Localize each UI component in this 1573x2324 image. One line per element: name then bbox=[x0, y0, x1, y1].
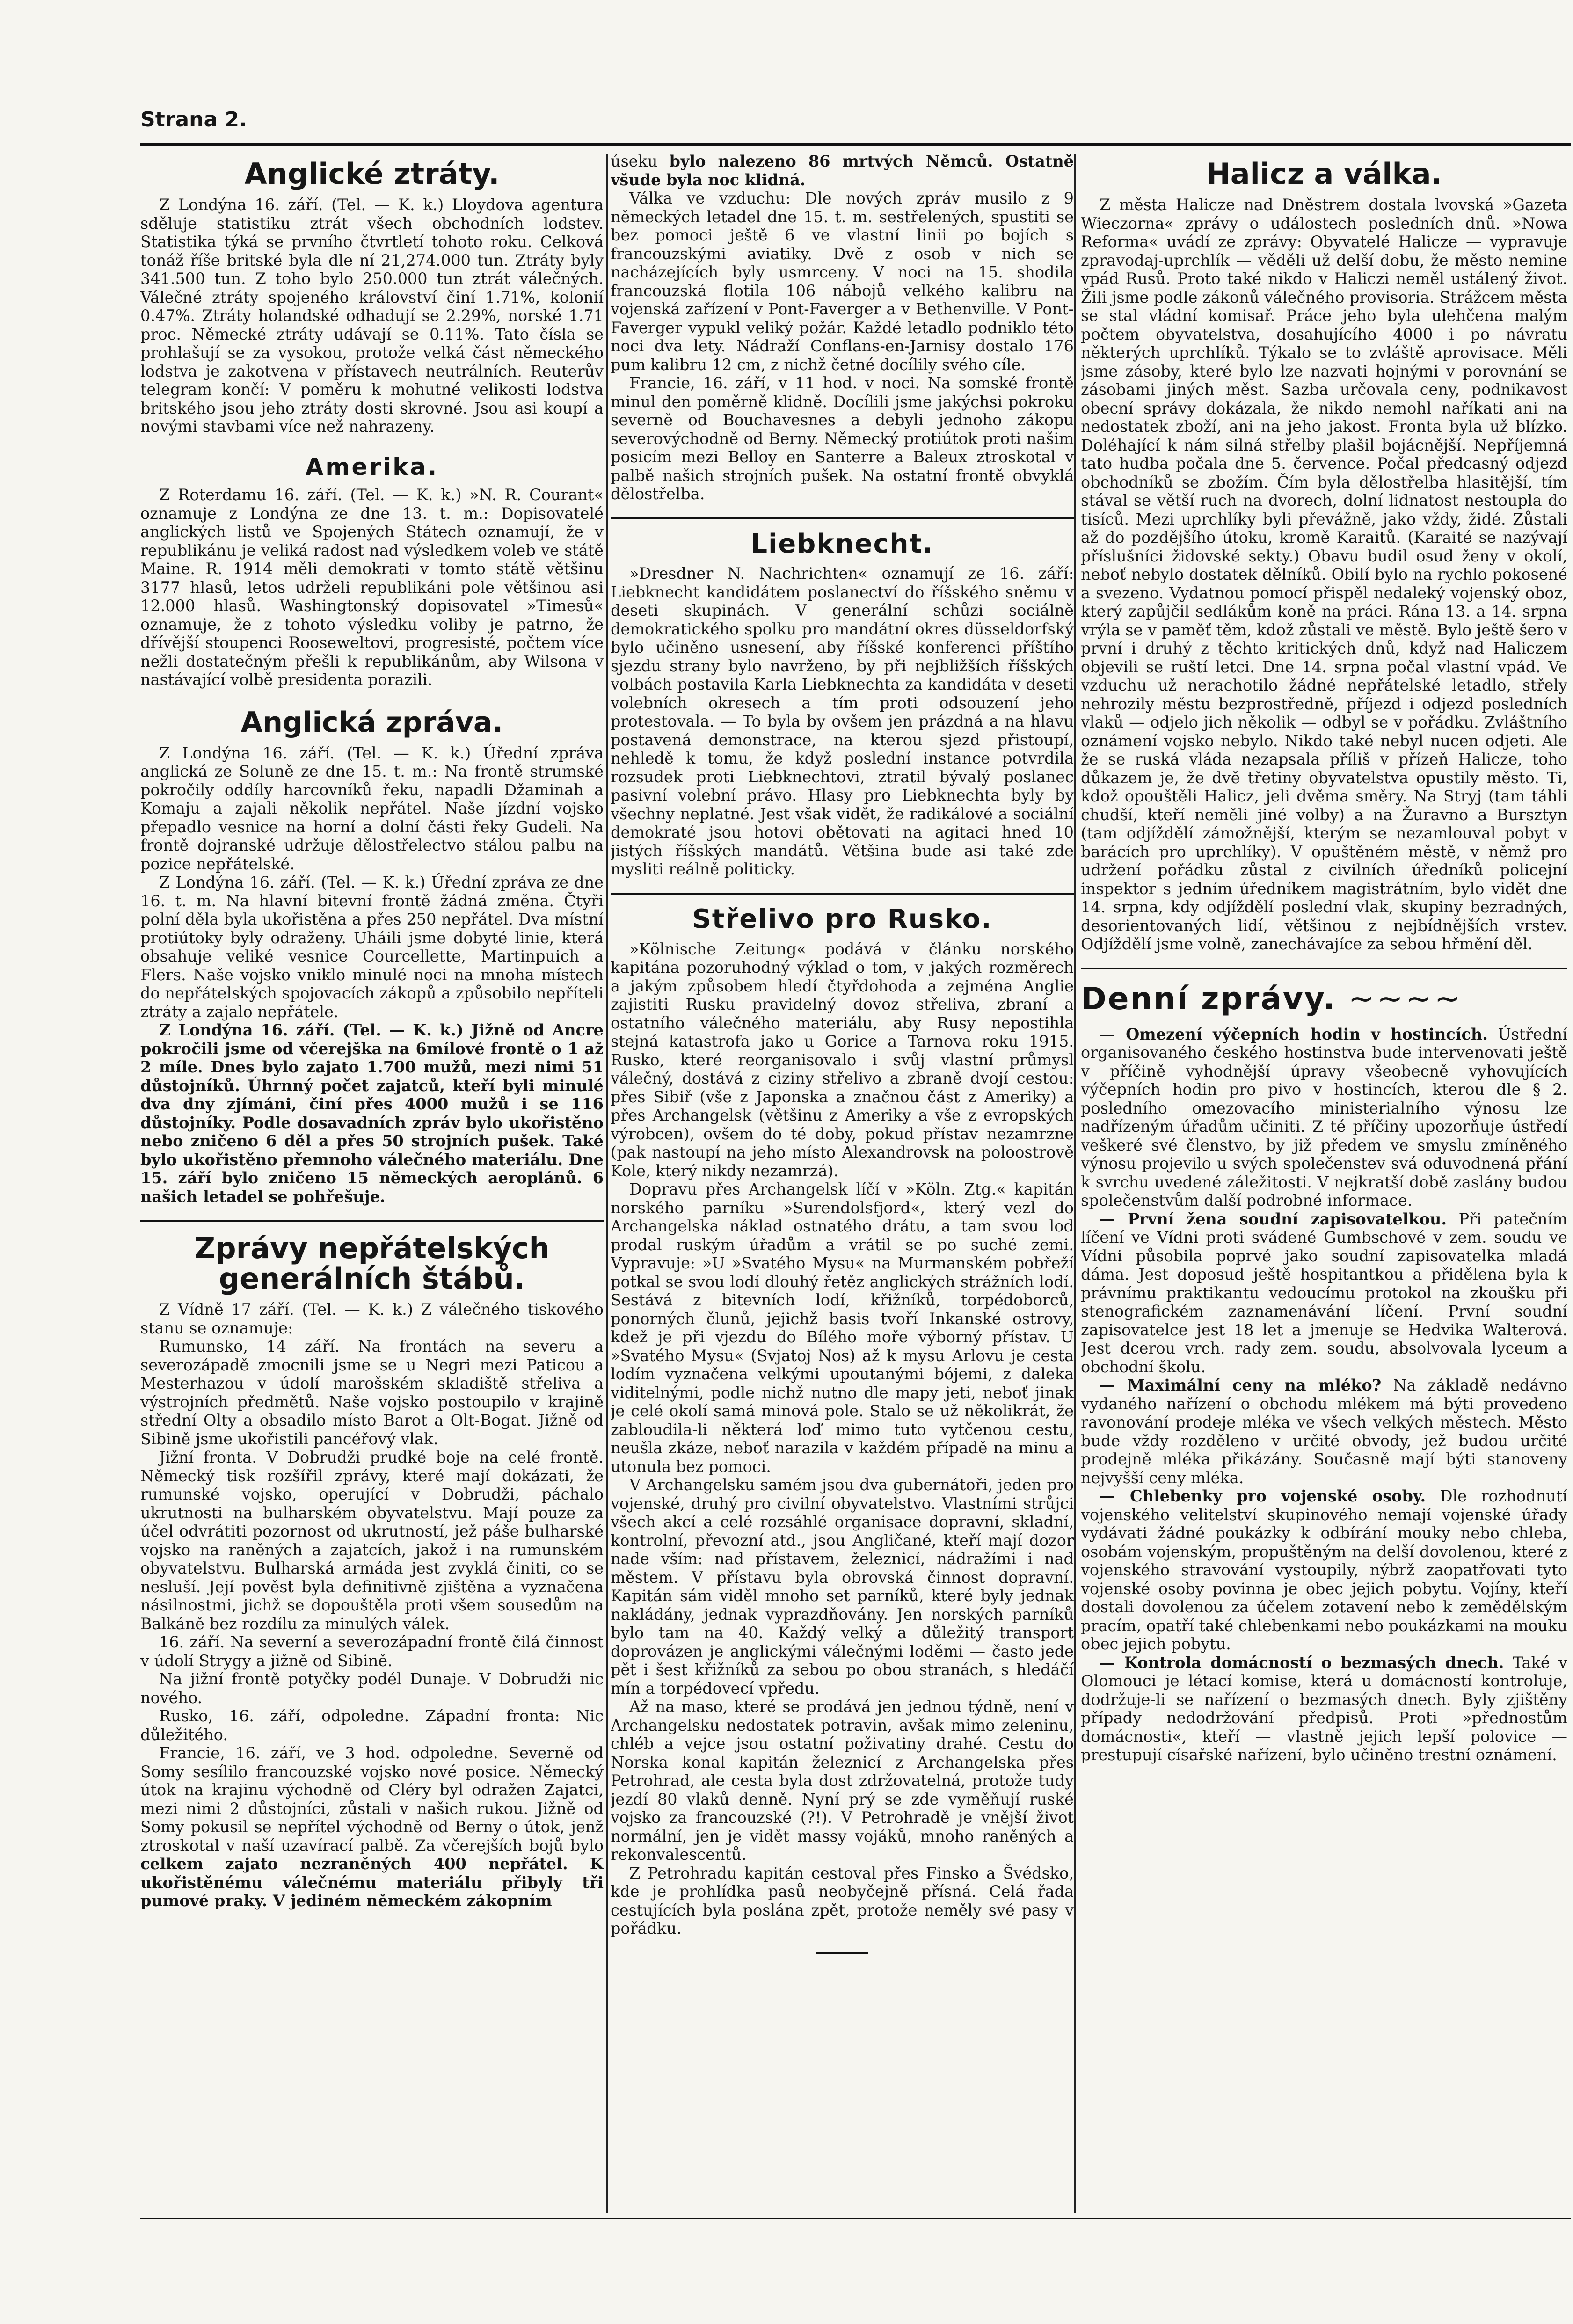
ornament-icon: ~~~~ bbox=[1348, 980, 1464, 1017]
news-item bbox=[1081, 1025, 1567, 1210]
headline-amerika: Amerika. bbox=[305, 453, 439, 481]
article-paragraph bbox=[140, 1744, 604, 1910]
column-rule bbox=[1074, 154, 1076, 2213]
article-paragraph: Z Roterdamu 16. září. (Tel. — K. k.) »N. R. Courant« oznamuje z Londýna ze dne 13. t. m.: Dopisovatelé anglických listů ve Spojených Státech oznamují, že v republikánu je veliká radost nad výsledkem voleb ve státě Maine. R. 1914 měli demokrati v tomto státě většinu 3177 hlasů, letos udrželi republikáni pole většinou asi 12.000 hlasů. Washingtonský dopisovatel »Timesů« oznamuje, že z tohoto výsledku voliby je patrno, že dřívější stoupenci Rooseweltovi, progresisté, počtem více nežli dostatečným přešli k republikánům, aby Wilsona v nastávající volbě presidenta porazili. bbox=[140, 486, 604, 689]
news-item-body: Také v Olomouci je létací komise, která u domácností kontroluje, dodržuje-li se nařízení o bezmasých dnech. Byly zjištěny případy nedodržování předpisů. Proti »přednostům domácnosti«, kteří — vlastně jejich lepší polovice — prestupují císařské nařízení, bylo učiněno trestní oznámení. bbox=[1081, 1653, 1567, 1764]
article-paragraph: Jižní fronta. V Dobrudži prudké boje na celé frontě. Německý tisk rozšířil zprávy, které mají dokázati, že rumunské vojsko, operující v Dobrudži, páchalo ukrutnosti na bulharském obyvatelstvu. Mají pouze za účel odvrátiti pozornost od ukrutností, jež páše bulharské vojsko na raněných a zajatcích, jakož i na rumunském obyvatelstvu. Bulharská armáda jest zvyklá činiti, co se nesluší. Její pověst byla definitivně zjištěna a vyznačena násilnostmi, jichž se dopouštěla proti všem sousedům na Balkáně bez rozdílu za minulých válek. bbox=[140, 1448, 604, 1633]
bold-text-run: bylo nalezeno 86 mrtvých Němců. Ostatně všude byla noc klidná. bbox=[611, 152, 1074, 189]
headline-anglicke-ztraty: Anglické ztráty. bbox=[244, 157, 500, 191]
news-item-body: Při patečním líčení ve Vídni proti svádené Gumbschové v zem. soudu ve Vídni působila poprvé jako soudní zapisovatelka mladá dáma. Jest doposud ještě hospitantkou a přidělena byla k právnímu praktikantu vedoucímu protokol na zkoušku při stenografickém zaznamenávání líčení. První soudní zapisovatelce jest 18 let a jmenuje se Hedvika Walterová. Jest dcerou vrch. rady zem. soudu, absolvovala lyceum a obchodní školu. bbox=[1081, 1209, 1567, 1376]
end-rule bbox=[816, 1952, 868, 1954]
text-run: Francie, 16. září, ve 3 hod. odpoledne. Severně od Somy sesílilo francouzské vojsko nové posice. Německý útok na krajinu východně od Cléry byl odražen Zajatci, mezi nimi 2 důstojníci, zůstali v našich rukou. Jižně od Somy pokusil se nepřítel východně od Berny o útok, jenž ztroskotal v naší uzavírací palbě. Za včerejších bojů bylo bbox=[140, 1744, 604, 1855]
column-3 bbox=[1081, 152, 1567, 2211]
article-paragraph: 16. září. Na severní a severozápadní frontě čilá činnost v údolí Strygy a jižně od Sibině. bbox=[140, 1633, 604, 1670]
news-item-heading: — Omezení výčepních hodin v hostincích. bbox=[1100, 1025, 1488, 1043]
section-rule bbox=[1081, 968, 1567, 969]
news-item-body: Na základě nedávno vydaného nařízení o obchodu mlékem má býti provedeno ravonování prodeje mléka ve všech velkých městech. Město bude vždy rozděleno v určité obvody, jež budou určité prodejně mléka přikázány. Současně mají býti stanoveny nejvyšší ceny mléka. bbox=[1081, 1376, 1567, 1487]
headline-anglicka-zprava: Anglická zpráva. bbox=[240, 706, 503, 739]
news-item bbox=[1081, 1210, 1567, 1377]
section-rule bbox=[611, 517, 1074, 519]
article-paragraph: Dopravu přes Archangelsk líčí v »Köln. Ztg.« kapitán norského parníku »Surendolsfjord«, který vezl do Archangelska náklad ostnatého drátu, a tam svou lod prodal ruským úřadům a vrátil se po suché zemi. Vypravuje: »U »Svatého Mysu« na Murmanském pobřeží potkal se svou lodí dlouhý řetěz anglických strážních lodí. Sestává z bitevních lodí, křižníků, torpédoborců, ponorných člunů, jejichž basis tvoří Inkanské ostrovy, kdež je při vjezdu do Bílého moře výborný přístav. U »Svatého Mysu« (Svjatoj Nos) až k mysu Arlovu je cesta lodím vyznačena velkými upoutanými bójemi, z daleka viditelnými, podle nichž nutno dle mapy jeti, neboť jinak je celé okolí samá minová pole. Stalo se už několikrát, že zabloudila-li některá loď mimo tuto vytčenou cestu, neušla zkáze, neboť narazila v každém případě na minu a utonula bez pomoci. bbox=[611, 1180, 1074, 1476]
article-paragraph: »Kölnische Zeitung« podává v článku norského kapitána pozoruhodný výklad o tom, v jakých rozměrech a jakým způsobem hledí čtyřdohoda a zejména Anglie zajistiti Rusku pravidelný dovoz střeliva, zbraní a ostatního válečného materiálu, aby Rusy nepostihla stejná katastrofa jako u Gorice a Tarnova roku 1915. Rusko, které reorganisovalo i svůj vlastní průmysl válečný, dostává z ciziny střelivo a zbraně dvojí cestou: přes Sibiř (vše z Japonska a značnou část z Ameriky) a přes Archangelsk (většinu z Ameriky a vše z evropských výrobcen), ovšem do té doby, pokud přístav nezamrzne (pak nastoupí na jeho místo Alexandrovsk na poloostrově Kole, který nikdy nezamrzá). bbox=[611, 940, 1074, 1180]
news-item-body: Dle rozhodnutí vojenského velitelství skupinového nemají vojenské úřady vydávati žádné poukázky k odbírání mouky nebo chleba, osobám vojenským, propuštěným na delší dovolenou, které z vojenského stravování vystoupily, nýbrž zaopatřovati tyto vojenské osoby povinna je obec jejich pobytu. Vojíny, kteří dostali dovolenou za účelem zotavení nebo k zemědělským pracím, opatří také chlebenkami nebo poukázkami na mouku obec jejich pobytu. bbox=[1081, 1487, 1567, 1654]
article-paragraph: Z Londýna 16. září. (Tel. — K. k.) Lloydova agentura sděluje statistiku ztrát všech obchodních lodstev. Statistika týká se prvního čtvrtletí tohoto roku. Celková tonáž říše britské byla dle ní 21,274.000 tun. Ztráty byly 341.500 tun. Z toho bylo 250.000 tun ztrát válečných. Válečné ztráty spojeného království činí 1.71%, kolonií 0.47%. Ztráty holandské odhadují se 2.29%, norské 1.71 proc. Německé ztráty udávají se 0.11%. Tato čísla se prohlašují se za vysokou, protože velká část německého lodstva je zakotvena v přístavech neutrálních. Reuterův telegram končí: V poměru k mohutné velikosti lodstva britského jsou jeho ztráty dosti skrovné. Jsou asi koupí a novými stavbami více než nahrazeny. bbox=[140, 196, 604, 436]
news-item-body: Ústřední organisovaného českého hostinstva bude intervenovati ještě v příčině vyhodnější úpravy všeobecně vyhovujících výčepních hodin pro pivo v hostincích, kterou dle § 2. posledního omezovacího ministerialního výnosu lze nadřízeným úřadům učiniti. Z té příčiny upozorňuje ústředí veškeré své členstvo, by již předem ve smyslu zmíněného výnosu projevilo u svých společenstev svá oduvodnená přání k svrchu uvedené záležitosti. V nejkratší době zaslány budou společenstvům další podrobné informace. bbox=[1081, 1025, 1567, 1210]
section-heading-text: Denní zprávy. bbox=[1081, 980, 1336, 1017]
article-paragraph: Rusko, 16. září, odpoledne. Západní fronta: Nic důležitého. bbox=[140, 1707, 604, 1744]
top-rule bbox=[140, 143, 1571, 146]
section-heading-denni-zpravy bbox=[1081, 981, 1567, 1017]
article-paragraph: Válka ve vzduchu: Dle nových zpráv musilo z 9 německých letadel dne 15. t. m. sestřelených, spustiti se bez pomoci ještě 6 ve vlastní linii po bojích s francouzskými aviatiky. Dvě z osob v nich se nacházejících byly usmrceny. V noci na 15. shodila francouzská flotila 106 nábojů velkého kalibru na vojenská zařízení v Pont-Faverger a v Bethenville. V Pont-Faverger vypukl veliký požár. Každé letadlo podniklo této noci dva lety. Nádraží Conflans-en-Jarnisy dostalo 176 pum kalibru 12 cm, z nichž četné docílily svého cíle. bbox=[611, 189, 1074, 374]
article-paragraph: Na jižní frontě potyčky podél Dunaje. V Dobrudži nic nového. bbox=[140, 1670, 604, 1707]
running-head: Strana 2. bbox=[140, 108, 247, 131]
bold-text-run: celkem zajato nezraněných 400 nepřátel. K ukořistěnému válečnému materiálu přibyly tři pumové praky. V jediném německém zákopním bbox=[140, 1855, 604, 1910]
news-item-heading: — Chlebenky pro vojenské osoby. bbox=[1100, 1487, 1426, 1506]
headline-halicz-a-valka: Halicz a válka. bbox=[1206, 157, 1442, 191]
article-paragraph: Z Vídně 17 září. (Tel. — K. k.) Z válečného tiskového stanu se oznamuje: bbox=[140, 1300, 604, 1337]
article-paragraph: Z Petrohradu kapitán cestoval přes Finsko a Švédsko, kde je prohlídka pasů neobyčejně přísná. Celá řada cestujících byla poslána zpět, protože neměly své pasy v pořádku. bbox=[611, 1864, 1074, 1938]
article-paragraph: Až na maso, které se prodává jen jednou týdně, není v Archangelsku nedostatek potravin, avšak mimo zeleninu, chléb a vejce jsou ostatní poživatiny drahé. Cestu do Norska konal kapitán železnicí z Archangelska přes Petrohrad, ale cesta byla dost zdržovatelná, protože tudy jezdí 80 vlaků denně. Nyní prý se zde vyměňují ruské vojsko za francouzské (?!). V Petrohradě je vnější život normální, jen je vidět massy vojáků, mnoho raněných a rekonvalescentů. bbox=[611, 1697, 1074, 1864]
article-paragraph: Z Londýna 16. září. (Tel. — K. k.) Úřední zpráva anglická ze Soluně ze dne 15. t. m.: Na frontě strumské pokročily oddíly harcovníků řeku, napadli Džaminah a Komaju a zajali několik nepřátel. Naše jízdní vojsko přepadlo vesnice na horní a dolní části řeky Gudeli. Na frontě dojranské udržuje dělostřelectvo stálou palbu na pozice nepřátelské. bbox=[140, 743, 604, 873]
article-paragraph: Z Londýna 16. září. (Tel. — K. k.) Úřední zpráva ze dne 16. t. m. Na hlavní bitevní frontě žádná změna. Čtyři polní děla byla ukořistěna a přes 250 nepřátel. Dva místní protiútoky byly odraženy. Uháili jsme dobyté linie, která obsahuje veliké vesnice Courcellette, Martinpuich a Flers. Naše vojsko vniklo minulé noci na mnoha místech do nepřátelských spojovacích zákopů a způsobilo nepříteli ztráty a zajalo nepřátele. bbox=[140, 873, 604, 1021]
article-paragraph: »Dresdner N. Nachrichten« oznamují ze 16. září: Liebknecht kandidátem poslanectví do říšského sněmu v deseti skupinách. V generální schůzi sociálně demokratického spolku pro mandátní okres düsseldorfský bylo učiněno usnesení, aby říšské konferenci příštího sjezdu strany bylo navrženo, by při nejbližších říšských volbách postavila Karla Liebknechta za kandidáta v deseti volebních okresech a tím proti odsouzení jeho protestovala. — To byla by ovšem jen prázdná a na hlavu postavená demonstrace, na kterou sjezd přistoupí, nehledě k tomu, že když poslední instance potvrdila rozsudek proti Liebknechtovi, ztratil bývalý poslanec pasivní volební právo. Hlasy pro Liebknechta byly by všechny neplatné. Jest však vidět, že radikálové a sociální demokraté jsou hotovi obětovati na agitaci hned 10 jistých říšských mandátů. Většina bude asi také zde mysliti reálně politicky. bbox=[611, 564, 1074, 879]
article-paragraph: V Archangelsku samém jsou dva gubernátoři, jeden pro vojenské, druhý pro civilní obyvatelstvo. Vlastními strůjci všech akcí a celé rozsáhlé organisace dopravní, skladní, kontrolní, převozní atd., jsou Angličané, kteří mají dozor nade vším: nad přístavem, železnicí, nádražími i nad městem. V přístavu byla obrovská činnost dopravní. Kapitán sám viděl mnoho set parníků, které byly jednak nakládány, jednak vyprazdňovány. Jen norských parníků bylo tam na 40. Každý velký a důležitý transport doprovázen je anglickými válečnými loděmi — často jede pět i šest křižníků za sebou po obou stranách, s hledáčí mín a torpédovecí vpředu. bbox=[611, 1476, 1074, 1697]
article-paragraph bbox=[611, 152, 1074, 189]
bottom-rule bbox=[140, 2218, 1571, 2219]
text-run: úseku bbox=[611, 152, 670, 170]
article-paragraph: Z města Halicze nad Dněstrem dostala lvovská »Gazeta Wieczorna« zprávy o událostech posledních dnů. »Nowa Reforma« uvádí ze zprávy: Obyvatelé Halicze — vypravuje zpravodaj-uprchlík — věděli už delší dobu, že město nemine vpád Rusů. Proto také nikdo v Haliczi neměl ustálený život. Žili jsme podle zákonů válečného provisoria. Strážcem města se stal vládní komisař. Práce jeho byla ulehčena malým počtem obyvatelstva, dosahujícího 4000 i po návratu některých uprchlíků. Týkalo se to zvláště aprovisace. Měli jsme zásoby, které bylo lze nazvati hojnými v porovnání se zásobami jiných měst. Sazba určovala ceny, podnikavost obecní správy dokázala, že nikdo nemohl naříkati ani na nedostatek zboží, ani na jeho jakost. Fronta byla už blízko. Doléhající k nám silná střelby plašil bojácnější. Nepříjemná tato hudba počala dne 5. července. Počal předcasný odjezd obchodníků se zbožím. Čím byla dělostřelba hlasitější, tím stával se větší ruch na dvorech, dolní lidnatost nestoupla do tisíců. Mezi uprchlíky byli převážně, jako vždy, židé. Zůstali až do pozdějšího útoku, kromě Karaitů. (Karaité se nazývají příslušníci židovské sekty.) Obavu budil osud ženy v okolí, neboť nebylo dostatek dělníků. Obilí bylo na rychlo pokosené a svezeno. Vydatnou pomocí přispěl nedaleký vojenský oboz, který zapůjčil sedlákům koně na práci. Rána 13. a 14. srpna vrýla se v paměť těm, kdož zůstali ve městě. Bylo ještě šero v první i druhý z těchto kritických dnů, když nad Haliczem objevili se ruští letci. Dne 14. srpna počal vlastní vpád. Ve vzduchu už nerachotilo žádné nepřátelské letadlo, střely nehrozily městu bezprostředně, příjezd i odjezd posledních vlaků — odjelo jich několik — odbyl se v pořádku. Zvláštního oznámení vojsko nebylo. Nikdo také nebyl nucen odjeti. Ale že se ruská vláda nezapsala příliš v přízeň Halicze, toho důkazem je, že dvě třetiny obyvatelstva opustily město. Ti, kdož opouštěli Halicz, jeli dvěma směry. Na Stryj (tam táhli chudší, kteří neměli jiné volby) a na Žuravno a Bursztyn (tam odjíždělí zámožnější, kterým se nezamlouval pobyt v barácích pro uprchlíky). V opuštěném městě, v němž pro udržení pořádku zůstal z civilních úředníků policejní inspektor s jedním úředníkem magistrátním, bylo vidět dne 14. srpna, kdy odjíždělí poslední vlak, skupiny bezradných, desorientovaných lidí, většinou z nejbídnějších vrstev. Odjíždělí jsme volně, zanechávajíce za sebou hřmění děl. bbox=[1081, 196, 1567, 954]
column-rule bbox=[606, 154, 608, 2213]
article-paragraph: Rumunsko, 14 září. Na frontách na severu a severozápadě zmocnili jsme se u Negri mezi Paticou a Mesterhazou v údolí marošském skladiště střeliva a výstrojních předmětů. Naše vojsko postoupilo v krajině střední Olty a obsadilo místo Barot a Olt-Bogat. Jižně od Sibině jsme ukořistili pancéřový vlak. bbox=[140, 1337, 604, 1448]
news-item bbox=[1081, 1376, 1567, 1487]
column-2 bbox=[611, 152, 1074, 2211]
headline-zpravy-nepratelskych: Zprávy nepřátelských generálních štábů. bbox=[194, 1231, 550, 1296]
article-paragraph: Z Londýna 16. září. (Tel. — K. k.) Jižně od Ancre pokročili jsme od včerejška na 6mílové frontě o 1 až 2 míle. Dnes bylo zajato 1.700 mužů, mezi nimi 51 důstojníků. Úhrnný počet zajatců, kteří byli minulé dva dny zjímáni, činí přes 4000 mužů i se 116 důstojníky. Podle dosavadních zpráv bylo ukořistěno nebo zničeno 6 děl a přes 50 strojních pušek. Také bylo ukořistěno přemnoho válečného materiálu. Dne 15. září bylo zničeno 15 německých aeroplánů. 6 našich letadel se pohřešuje. bbox=[140, 1021, 604, 1206]
news-item bbox=[1081, 1654, 1567, 1764]
article-paragraph: Francie, 16. září, v 11 hod. v noci. Na somské frontě minul den poměrně klidně. Docílili jsme jakýchsi pokroku severně od Bouchavesnes a debyli jednoho zákopu severovýchodně od Berny. Německý protiútok proti našim posicím mezi Belloy en Santerre a Baleux ztroskotal v palbě našich strojních pušek. Na ostatní frontě obvyklá dělostřelba. bbox=[611, 374, 1074, 503]
news-item bbox=[1081, 1487, 1567, 1654]
section-rule bbox=[140, 1220, 604, 1222]
news-item-heading: — Maximální ceny na mléko? bbox=[1100, 1376, 1382, 1395]
news-item-heading: — První žena soudní zapisovatelkou. bbox=[1100, 1209, 1447, 1228]
news-item-heading: — Kontrola domácností o bezmasých dnech. bbox=[1100, 1653, 1504, 1672]
section-rule bbox=[611, 893, 1074, 895]
headline-liebknecht: Liebknecht. bbox=[750, 528, 934, 559]
headline-strelivo-pro-rusko: Střelivo pro Rusko. bbox=[692, 903, 992, 934]
column-1 bbox=[140, 152, 604, 2211]
